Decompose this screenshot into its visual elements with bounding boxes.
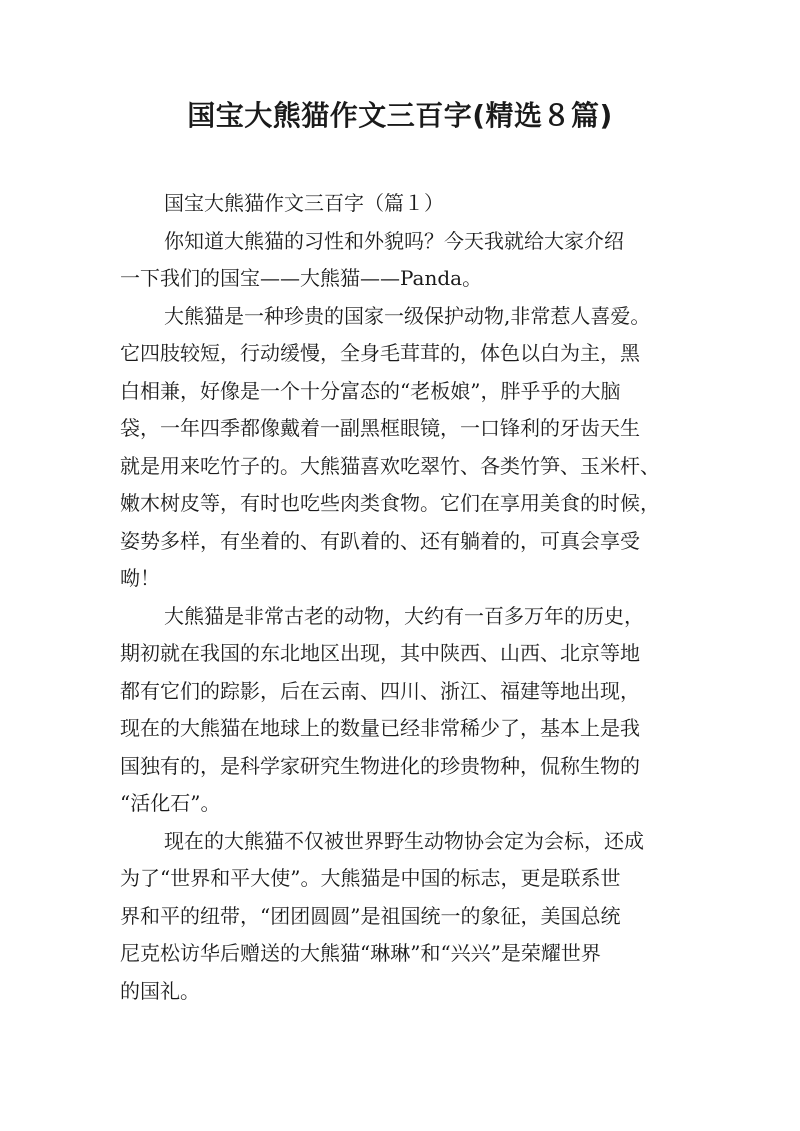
text-line: 国独有的，是科学家研究生物进化的珍贵物种，侃称生物的 [120,753,640,778]
text-line: 你知道大熊猫的习性和外貌吗？今天我就给大家介绍 [164,228,624,253]
document-body [120,185,690,1010]
text-line: 袋，一年四季都像戴着一副黑框眼镜，一口锋利的牙齿天生 [120,416,640,440]
text-line: 就是用来吃竹子的。大熊猫喜欢吃翠竹、各类竹笋、玉米杆、 [120,453,660,478]
text-line: 呦！ [120,566,160,590]
text-line: 大熊猫是非常古老的动物，大约有一百多万年的历史， [164,603,644,628]
text-line: 为了“世界和平大使”。大熊猫是中国的标志，更是联系世 [120,866,621,890]
text-line: 白相兼，好像是一个十分富态的“老板娘”，胖乎乎的大脑 [120,378,621,403]
text-line: 它四肢较短，行动缓慢，全身毛茸茸的，体色以白为主，黑 [120,341,640,365]
text-line: 的国礼。 [120,978,200,1003]
text-line: 现在的大熊猫在地球上的数量已经非常稀少了，基本上是我 [120,716,640,740]
paragraph-3 [120,598,690,823]
text-line: 大熊猫是一种珍贵的国家一级保护动物,非常惹人喜爱。 [164,303,651,328]
text-line: 姿势多样，有坐着的、有趴着的、还有躺着的，可真会享受 [120,528,640,553]
text-line: “活化石”。 [120,791,221,815]
paragraph-4 [120,823,690,1011]
text-line: 期初就在我国的东北地区出现，其中陕西、山西、北京等地 [120,641,640,665]
text-line: 现在的大熊猫不仅被世界野生动物协会定为会标，还成 [164,828,644,853]
text-line: 界和平的纽带，“团团圆圆”是祖国统一的象征，美国总统 [120,903,621,928]
document-title: 国宝大熊猫作文三百字(精选８篇) [187,99,613,132]
text-line: 都有它们的踪影，后在云南、四川、浙江、福建等地出现， [120,678,640,703]
text-line: 尼克松访华后赠送的大熊猫“琳琳”和“兴兴”是荣耀世界 [120,941,601,965]
essay-heading: 国宝大熊猫作文三百字（篇１） [164,191,444,215]
paragraph-2 [120,298,690,598]
text-line: 一下我们的国宝——大熊猫——Panda。 [120,266,483,290]
text-line: 嫩木树皮等，有时也吃些肉类食物。它们在享用美食的时候， [120,491,660,515]
paragraph-1 [120,223,690,298]
